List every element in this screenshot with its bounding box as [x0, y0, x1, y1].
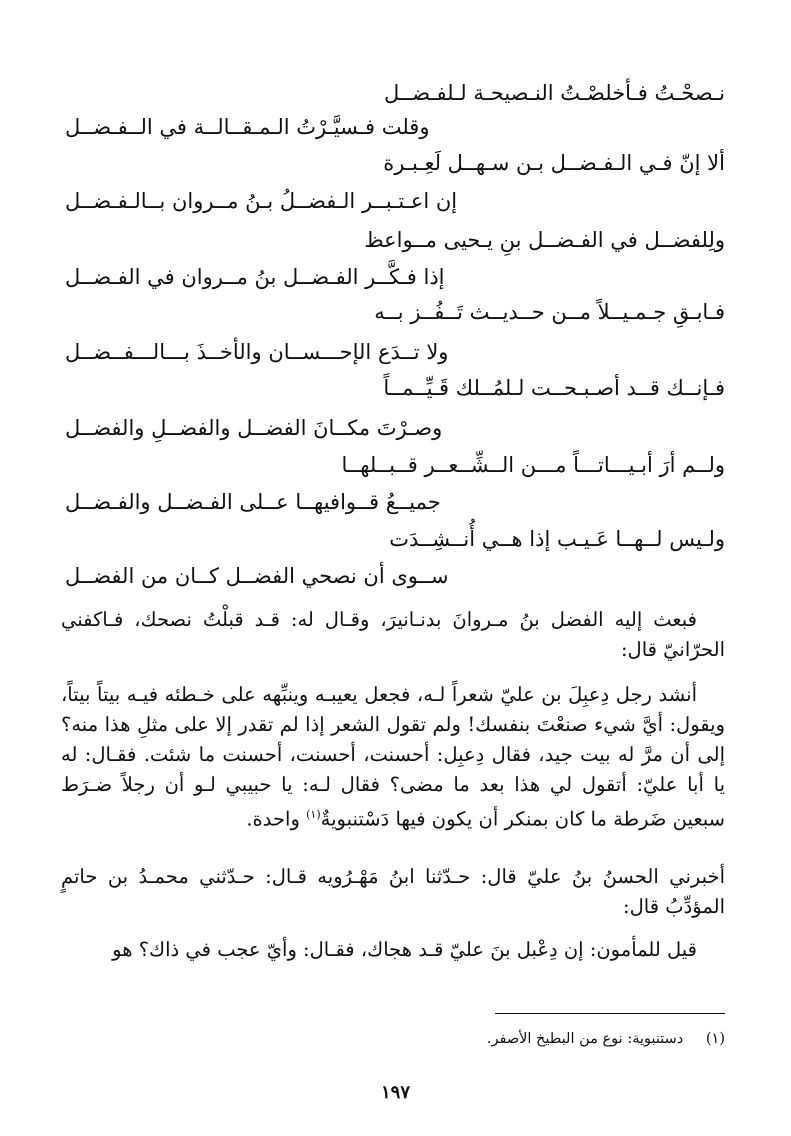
poem-line-13: ولـيس لــهــا عَـيـب إذا هــي أُنــشِــدَت: [389, 527, 725, 551]
poem-line-11: ولــم أرَ أبـيـــاتـــاً مـــن الــشِّــعــر قــبــلهــا: [341, 453, 725, 477]
poem-line-12: جميــعُ قــوافيهــا عــلى الفـضــل والفـضــل: [65, 490, 441, 514]
paragraph-2: [61, 680, 725, 835]
footnote: [487, 1028, 725, 1050]
poem-line-3: ألا إنّ فـي الـفـضــل بـن سـهــل لَعِـبـرة: [383, 151, 725, 175]
paragraph-2-end: واحدة.: [246, 807, 307, 831]
footnote-text: دستنبوية: نوع من البطيخ الأصفر.: [486, 1031, 684, 1047]
poem-line-7: فـابـقِ جـمـيــلاً مــن حــديــث تَــفُــز بــه: [374, 300, 725, 324]
footnote-marker: (١): [705, 1031, 725, 1047]
poem-line-4: إن اعـتـبــر الـفضــلُ بـنُ مــروان بــالـفـضــل: [65, 189, 458, 213]
poem-line-10: وصـرْتَ مكــانَ الفضــل والفضــلِ والفضــل: [65, 416, 443, 440]
poem-line-6: إذا فـكَّــر الفـضــل بنُ مــروان في الفـضــل: [65, 265, 445, 289]
footnote-reference: (١): [306, 808, 321, 821]
poem-line-1: نـصحْـتُ فـأخلصْـتُ النـصيحـة لـلفـضــل: [383, 81, 725, 105]
poem-line-9: فـإنــك قــد أصـبـحــت لـلمُــلك قَـيِّــمــاً: [383, 376, 725, 400]
poem-line-2: وقلت فـسيَّـرْتُ الـمـقــالــة في الــفـضــل: [65, 115, 430, 139]
poem-line-5: ولِلفضــل في الفـضــل بنِ يـحيى مــواعظ: [364, 228, 725, 252]
page-number: ١٩٧: [380, 1082, 410, 1103]
paragraph-1: فبعث إليه الفضل بنُ مـروانَ بدنـانيرَ، وقـال له: قـد قبلْتُ نصحك، فـاكفني الحرّانيّ قال:: [61, 608, 725, 661]
poem-line-8: ولا تــدَع الإحـــســان والأخــذَ بـــالـــفــضــل: [65, 340, 449, 364]
footnote-separator: [495, 1013, 725, 1014]
paragraph-2-text: أنشد رجل دِعبِلَ بن عليّ شعراً لـه، فجعل يعيبـه وينبِّهه على خـطئه فيـه بيتاً بيتاً، ويقول: أيَّ شيء صنعْتَ بنفسك! ولم تقول الشعر إذا لم تقدر إلا على مثلِ هذا منه؟ إلى أن مرَّ له بيت جيد، فقال دِعبِل: أحسنت، أحسنت، أحسنت ما شئت. فقـال: له يا أبا عليّ: أتقول لي هذا بعد ما مضى؟ فقال لـه: يا حبيبي لـو أن رجلاً ضـرَط سبعين ضَرطة ما كان بمنكر أن يكون فيها دَسْتنبويةٌ: [61, 683, 725, 831]
poem-line-14: ســوى أن نصحي الفضــل كــان من الفضــل: [65, 564, 449, 588]
paragraph-3: أخبرني الحسنُ بنُ عليّ قال: حـدّثنا ابنُ مَهْـرُويه قـال: حـدّثني محمـدُ بن حاتمٍ المؤدِّبُ قال:: [61, 865, 725, 918]
paragraph-4: قيل للمأمون: إن دِعْبل بنَ عليّ قـد هجاك، فقـال: وأيّ عجب في ذاك؟ هو: [112, 938, 697, 961]
